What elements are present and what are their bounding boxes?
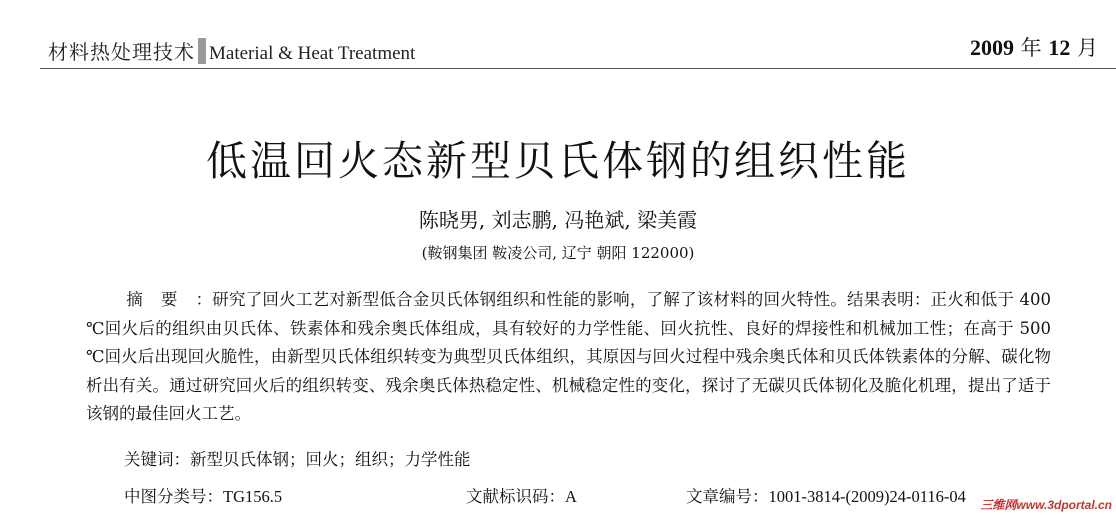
site-watermark — [980, 496, 1112, 513]
article-number-value: 1001-3814-(2009)24-0116-04 — [768, 487, 966, 506]
clc-number — [124, 483, 282, 507]
paper-title: 低温回火态新型贝氏体钢的组织性能 — [206, 137, 910, 185]
issue-date — [970, 32, 1098, 62]
watermark-url: www.3dportal.cn — [1016, 498, 1112, 512]
abstract — [86, 286, 1051, 429]
journal-divider-bar — [198, 38, 206, 64]
issue-month-unit: 月 — [1077, 36, 1098, 60]
journal-name-cn: 材料热处理技术 — [48, 40, 195, 64]
page-header — [0, 0, 1116, 72]
document-code-label: 文献标识码： — [466, 487, 565, 506]
keywords-value: 新型贝氏体钢；回火；组织；力学性能 — [190, 450, 471, 469]
paper-authors: 陈晓男, 刘志鹏, 冯艳斌, 梁美霞 — [418, 208, 698, 232]
article-number-label: 文章编号： — [686, 487, 769, 506]
abstract-label: 摘要 — [126, 290, 196, 309]
keywords-label: 关键词： — [124, 450, 190, 469]
header-rule — [40, 68, 1116, 69]
issue-year-unit: 年 — [1020, 36, 1042, 60]
abstract-text: ：研究了回火工艺对新型低合金贝氏体钢组织和性能的影响，了解了该材料的回火特性。结果表明：正火和低于 400 ℃回火后的组织由贝氏体、铁素体和残余奥氏体组成，具有较好的力学性能、回火抗性、良好的焊接性和机械加工性；在高于 500 ℃回火后出现回火脆性，由新型贝氏体组织转变为典型贝氏体组织，其原因与回火过程中残余奥氏体和贝氏体铁素体的分解、碳化物析出有关。通过研究回火后的组织转变、残余奥氏体热稳定性、机械稳定性的变化，探讨了无碳贝氏体韧化及脆化机理，提出了适于该钢的最佳回火工艺。 — [86, 290, 1051, 423]
journal-name-en: Material & Heat Treatment — [209, 43, 416, 64]
clc-label: 中图分类号： — [124, 487, 223, 506]
keywords-line — [124, 446, 471, 470]
issue-month: 12 — [1048, 35, 1071, 60]
journal-name — [48, 36, 415, 65]
article-number — [686, 483, 966, 507]
paper-affiliation: (鞍钢集团 鞍凌公司, 辽宁 朝阳 122000) — [421, 244, 695, 262]
document-code-value: A — [565, 487, 577, 506]
issue-year: 2009 — [969, 35, 1014, 60]
document-code — [466, 483, 577, 507]
watermark-cn: 三维网 — [980, 498, 1017, 512]
clc-value: TG156.5 — [223, 487, 283, 506]
